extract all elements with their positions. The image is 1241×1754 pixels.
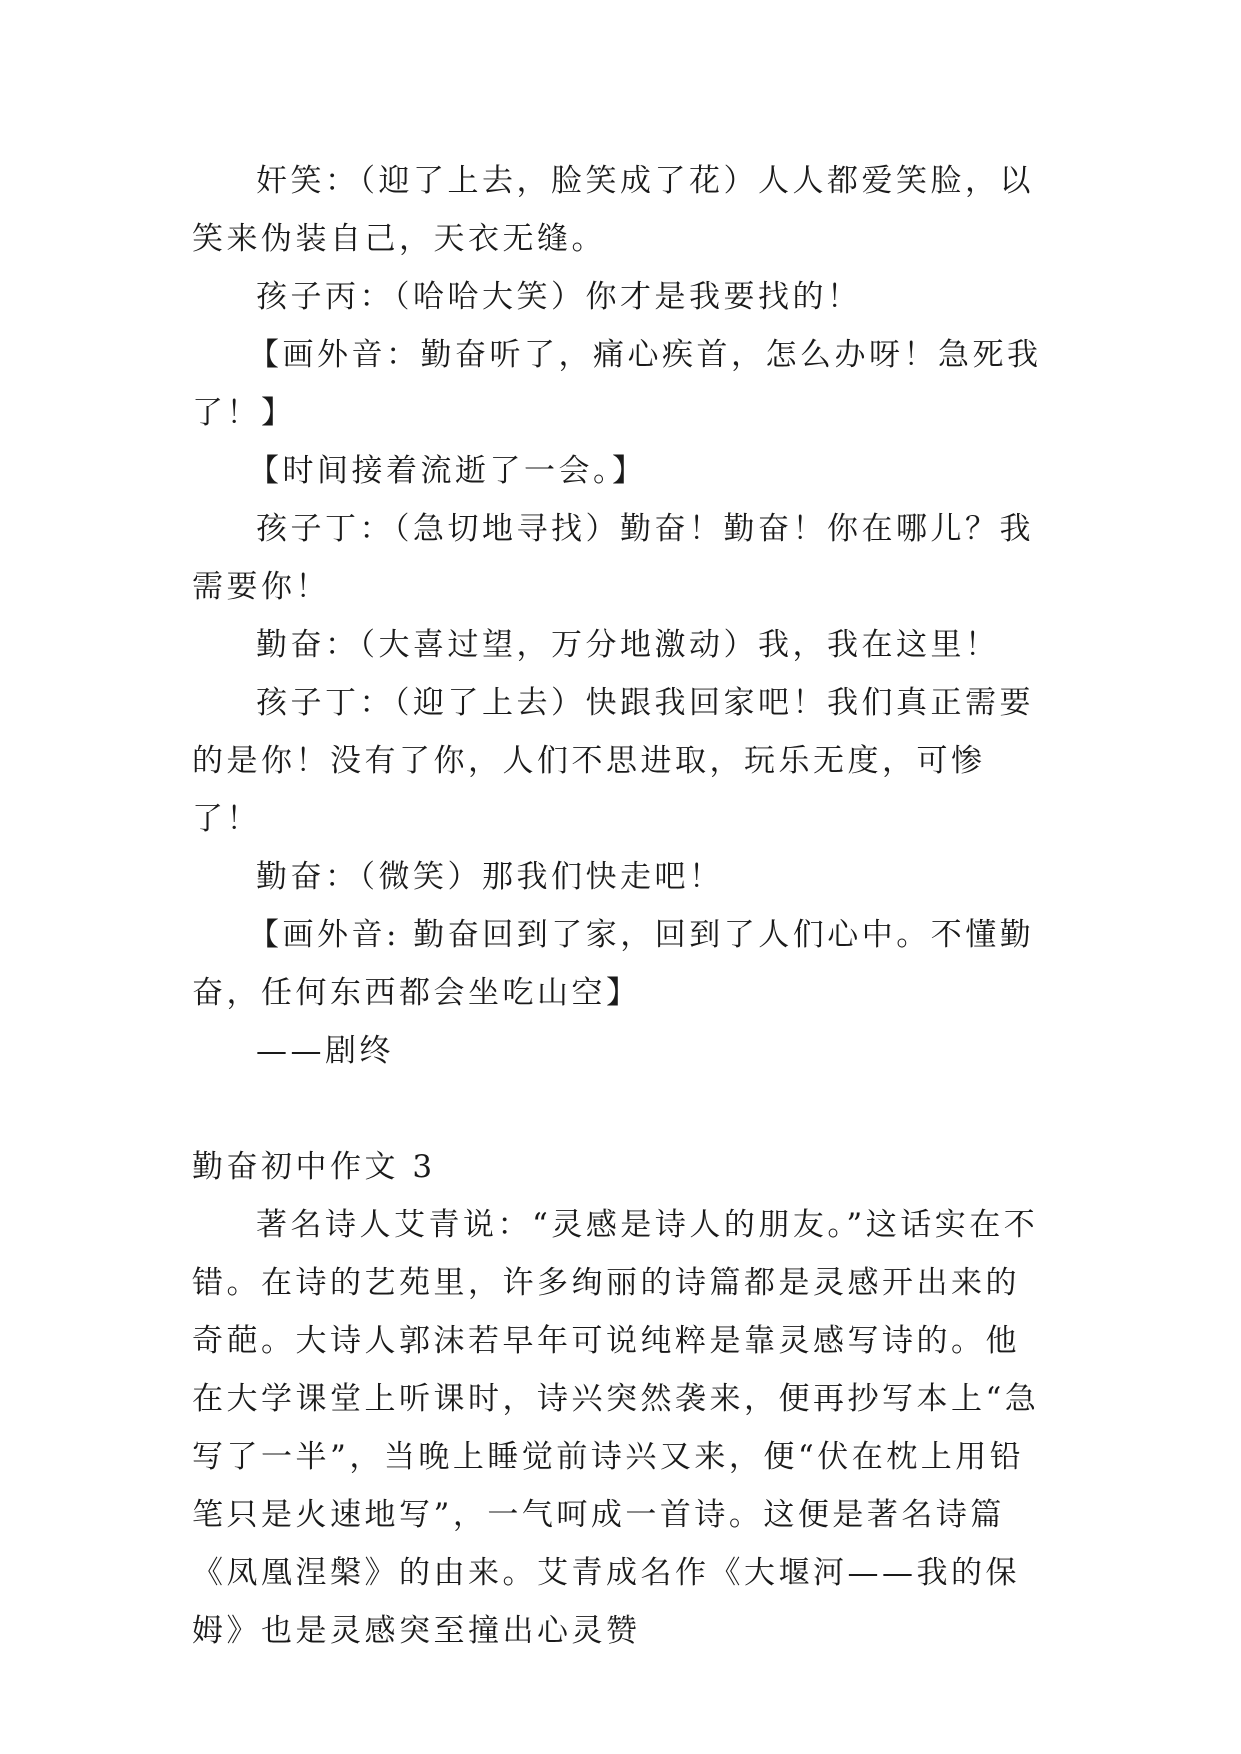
play-ending: ——剧终: [256, 1033, 394, 1069]
document-body: [192, 152, 1052, 1660]
narration-paragraph: 【时间接着流逝了一会。】: [248, 453, 647, 489]
dialogue-paragraph: 孩子丙：（哈哈大笑）你才是我要找的！: [256, 279, 862, 315]
section-title: 勤奋初中作文 3: [192, 1149, 436, 1185]
dialogue-paragraph: 勤奋：（微笑）那我们快走吧！: [256, 859, 724, 895]
dialogue-paragraph: 奸笑：（迎了上去，脸笑成了花）人人都爱笑脸，以笑来伪装自己，天衣无缝。: [192, 163, 1034, 257]
dialogue-paragraph: 勤奋：（大喜过望，万分地激动）我，我在这里！: [256, 627, 1000, 663]
essay-paragraph: 著名诗人艾青说：“灵感是诗人的朋友。”这话实在不错。在诗的艺苑里，许多绚丽的诗篇都是灵感开出来的奇葩。大诗人郭沫若早年可说纯粹是靠灵感写诗的。他在大学课堂上听课时，诗兴突然袭来，便再抄写本上“急写了一半”，当晚上睡觉前诗兴又来，便“伏在枕上用铅笔只是火速地写”，一气呵成一首诗。这便是著名诗篇《凤凰涅槃》的由来。艾青成名作《大堰河——我的保姆》也是灵感突至撞出心灵赞: [192, 1207, 1040, 1649]
section-gap: [192, 1080, 1052, 1138]
dialogue-paragraph: 孩子丁：（急切地寻找）勤奋！勤奋！你在哪儿？我需要你！: [192, 511, 1034, 605]
dialogue-paragraph: 孩子丁：（迎了上去）快跟我回家吧！我们真正需要的是你！没有了你，人们不思进取，玩乐无度，可惨了！: [192, 685, 1034, 837]
narration-paragraph: 【画外音: 勤奋回到了家，回到了人们心中。不懂勤奋，任何东西都会坐吃山空】: [192, 917, 1035, 1011]
narration-paragraph: 【画外音：勤奋听了，痛心疾首，怎么办呀！急死我了！】: [192, 337, 1042, 431]
